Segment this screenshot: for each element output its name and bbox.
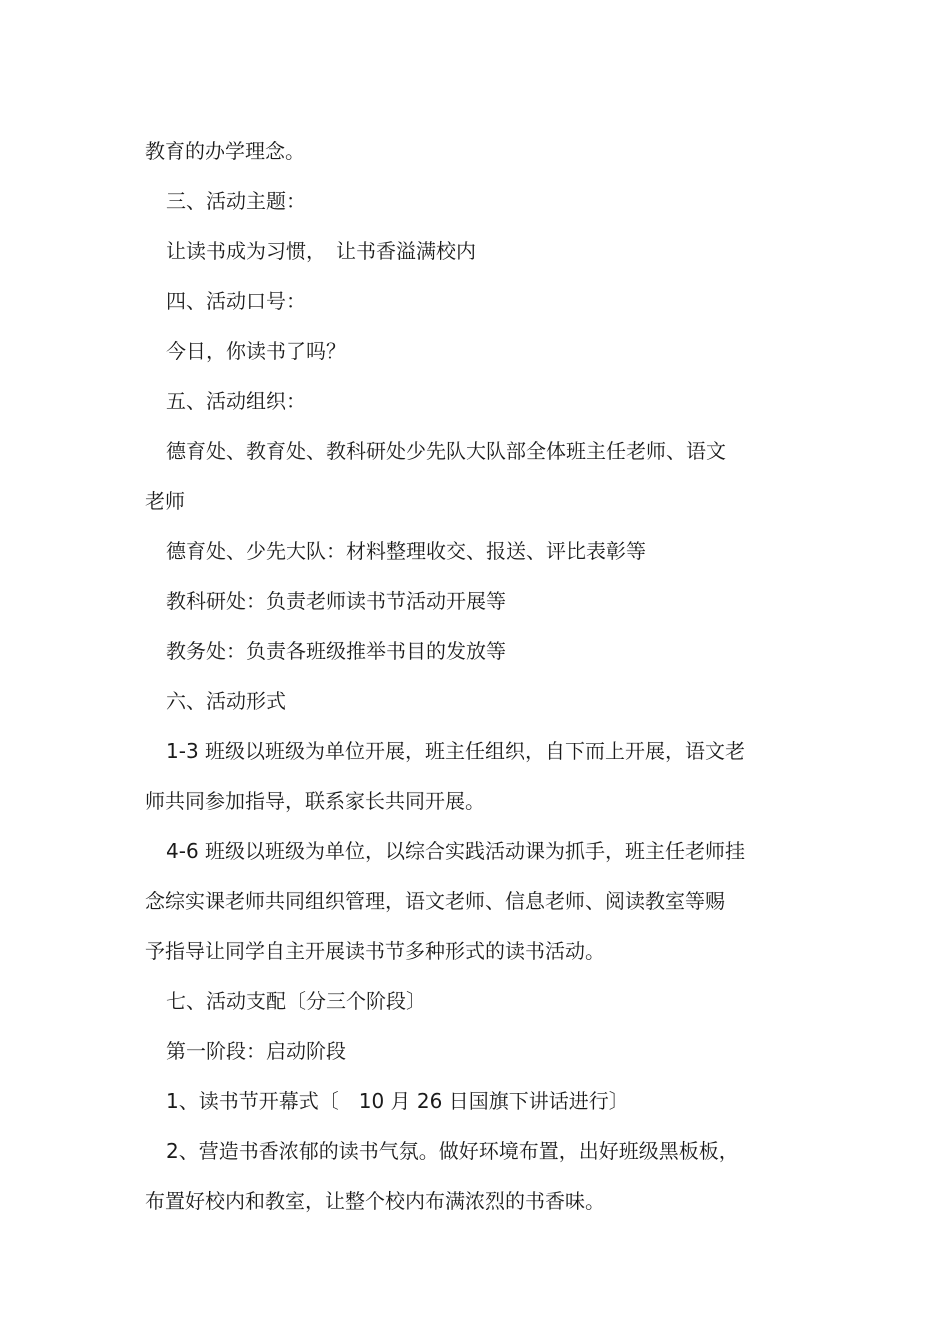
paragraph-line: 1-3 班级以班级为单位开展，班主任组织，自下而上开展，语文老 — [166, 739, 746, 763]
paragraph-line: 教务处：负责各班级推举书目的发放等 — [166, 639, 506, 663]
paragraph-line: 教育的办学理念。 — [145, 139, 305, 163]
paragraph-line: 布置好校内和教室，让整个校内布满浓烈的书香味。 — [145, 1189, 605, 1213]
paragraph-line: 第一阶段：启动阶段 — [166, 1039, 346, 1063]
section-heading-arrangement: 七、活动支配〔分三个阶段〕 — [166, 989, 426, 1013]
paragraph-line: 老师 — [145, 489, 185, 513]
section-heading-organization: 五、活动组织： — [166, 389, 306, 413]
paragraph-line: 2、营造书香浓郁的读书气氛。做好环境布置，出好班级黑板板， — [166, 1139, 739, 1163]
paragraph-line: 让读书成为习惯， 让书香溢满校内 — [166, 239, 476, 263]
paragraph-line: 师共同参加指导，联系家长共同开展。 — [145, 789, 485, 813]
paragraph-line: 德育处、少先大队：材料整理收交、报送、评比表彰等 — [166, 539, 646, 563]
paragraph-line: 今日，你读书了吗？ — [166, 339, 346, 363]
paragraph-line: 教科研处：负责老师读书节活动开展等 — [166, 589, 506, 613]
paragraph-line: 4-6 班级以班级为单位，以综合实践活动课为抓手，班主任老师挂 — [166, 839, 746, 863]
paragraph-line: 予指导让同学自主开展读书节多种形式的读书活动。 — [145, 939, 605, 963]
paragraph-line: 念综实课老师共同组织管理，语文老师、信息老师、阅读教室等赐 — [145, 889, 725, 913]
paragraph-line: 1、读书节开幕式〔 10 月 26 日国旗下讲话进行〕 — [166, 1089, 629, 1113]
section-heading-theme: 三、活动主题： — [166, 189, 306, 213]
section-heading-slogan: 四、活动口号： — [166, 289, 306, 313]
section-heading-format: 六、活动形式 — [166, 689, 286, 713]
paragraph-line: 德育处、教育处、教科研处少先队大队部全体班主任老师、语文 — [166, 439, 726, 463]
